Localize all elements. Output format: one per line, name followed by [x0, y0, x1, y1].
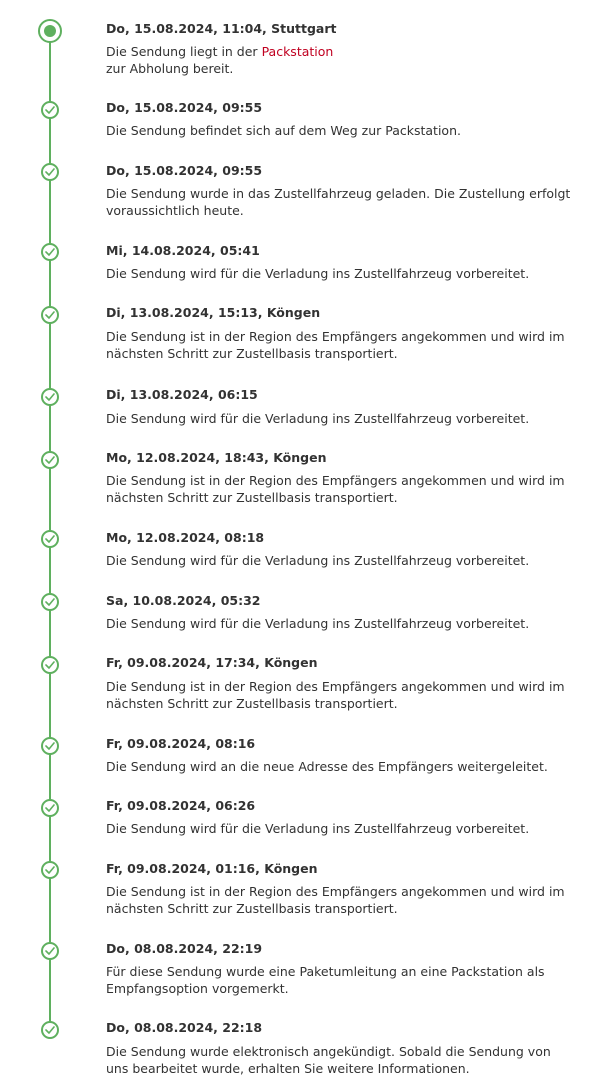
- event-description: Die Sendung wird für die Verladung ins Zustellfahrzeug vorbereitet.: [106, 821, 530, 836]
- check-circle-icon: [41, 861, 59, 879]
- check-circle-icon: [41, 799, 59, 817]
- check-circle-icon: [41, 451, 59, 469]
- event-description: Die Sendung ist in der Region des Empfängers angekommen und wird im nächsten Schritt zur Zustellbasis transportiert.: [106, 679, 565, 711]
- check-circle-icon: [41, 163, 59, 181]
- current-status-dot-icon: [38, 19, 62, 43]
- check-circle-icon: [41, 942, 59, 960]
- check-circle-icon: [41, 243, 59, 261]
- event-date: Fr, 09.08.2024, 01:16, Köngen: [106, 861, 318, 876]
- event-date: Fr, 09.08.2024, 17:34, Köngen: [106, 655, 318, 670]
- event-description: Die Sendung wird für die Verladung ins Zustellfahrzeug vorbereitet.: [106, 266, 530, 281]
- event-description: Die Sendung wurde elektronisch angekündigt. Sobald die Sendung von uns bearbeitet wurde, erhalten Sie weitere Informationen.: [106, 1044, 551, 1076]
- check-circle-icon: [41, 593, 59, 611]
- event-date: Fr, 09.08.2024, 08:16: [106, 736, 256, 751]
- check-circle-icon: [41, 388, 59, 406]
- packstation-link[interactable]: Packstation: [261, 44, 334, 59]
- event-date: Sa, 10.08.2024, 05:32: [106, 593, 261, 608]
- event-description: Die Sendung wurde in das Zustellfahrzeug geladen. Die Zustellung erfolgt voraussichtlich heute.: [106, 186, 571, 218]
- event-date: Di, 13.08.2024, 15:13, Köngen: [106, 305, 321, 320]
- event-description: Die Sendung wird für die Verladung ins Zustellfahrzeug vorbereitet.: [106, 553, 530, 568]
- event-description: Die Sendung befindet sich auf dem Weg zur Packstation.: [106, 123, 461, 138]
- event-date: Mo, 12.08.2024, 18:43, Köngen: [106, 450, 327, 465]
- event-description-text: Die Sendung liegt in der: [106, 44, 262, 59]
- event-date: Di, 13.08.2024, 06:15: [106, 387, 258, 402]
- check-circle-icon: [41, 737, 59, 755]
- check-circle-icon: [41, 306, 59, 324]
- event-date: Mo, 12.08.2024, 08:18: [106, 530, 265, 545]
- event-description: Für diese Sendung wurde eine Paketumleitung an eine Packstation als Empfangsoption vorgemerkt.: [106, 964, 545, 996]
- check-circle-icon: [41, 656, 59, 674]
- event-description: Die Sendung wird für die Verladung ins Zustellfahrzeug vorbereitet.: [106, 411, 530, 426]
- event-description: Die Sendung ist in der Region des Empfängers angekommen und wird im nächsten Schritt zur Zustellbasis transportiert.: [106, 329, 565, 361]
- event-date: Do, 08.08.2024, 22:18: [106, 1020, 263, 1035]
- event-description: Die Sendung wird an die neue Adresse des Empfängers weitergeleitet.: [106, 759, 548, 774]
- event-description: [106, 43, 576, 77]
- event-description-text-cont: zur Abholung bereit.: [106, 61, 234, 76]
- event-description: Die Sendung ist in der Region des Empfängers angekommen und wird im nächsten Schritt zur Zustellbasis transportiert.: [106, 884, 565, 916]
- event-description: Die Sendung ist in der Region des Empfängers angekommen und wird im nächsten Schritt zur Zustellbasis transportiert.: [106, 473, 565, 505]
- event-date: Do, 15.08.2024, 11:04, Stuttgart: [106, 21, 337, 36]
- check-circle-icon: [41, 530, 59, 548]
- current-status-dot-core: [44, 25, 56, 37]
- event-description: Die Sendung wird für die Verladung ins Zustellfahrzeug vorbereitet.: [106, 616, 530, 631]
- event-date: Do, 15.08.2024, 09:55: [106, 100, 263, 115]
- event-date: Do, 15.08.2024, 09:55: [106, 163, 263, 178]
- check-circle-icon: [41, 101, 59, 119]
- event-date: Fr, 09.08.2024, 06:26: [106, 798, 256, 813]
- event-date: Mi, 14.08.2024, 05:41: [106, 243, 260, 258]
- event-date: Do, 08.08.2024, 22:19: [106, 941, 263, 956]
- check-circle-icon: [41, 1021, 59, 1039]
